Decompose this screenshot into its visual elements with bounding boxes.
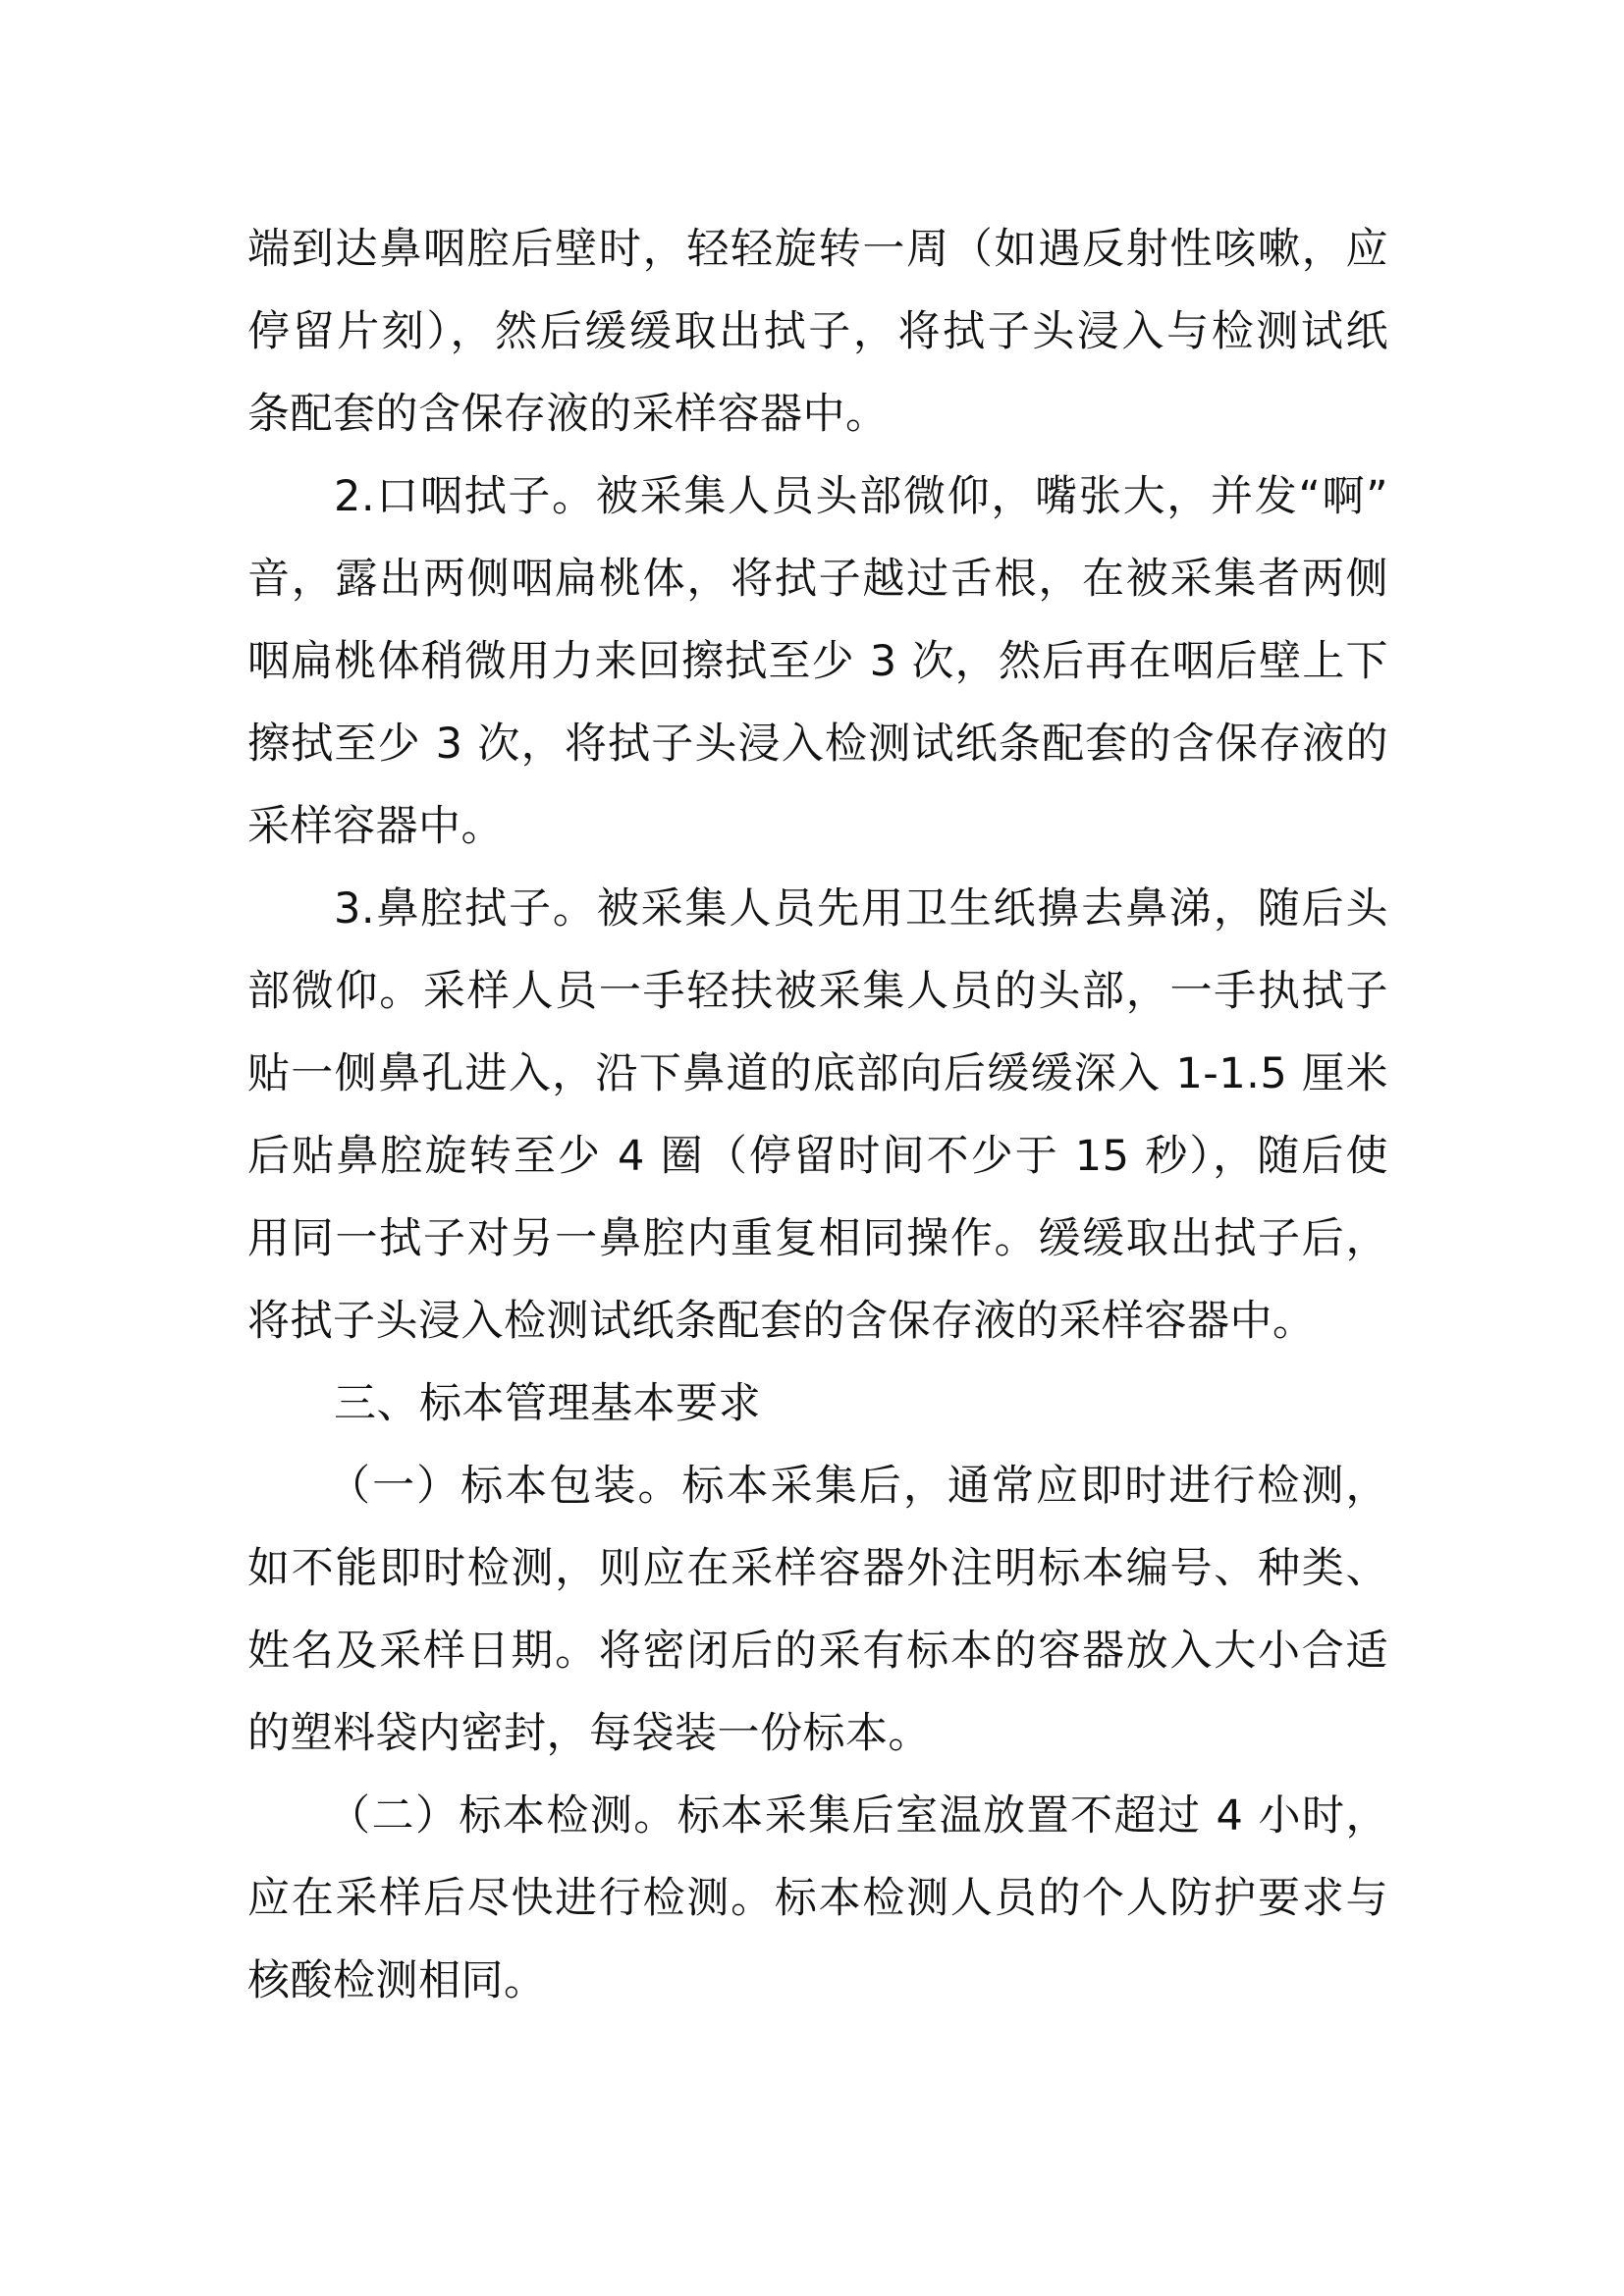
paragraph	[247, 455, 1388, 868]
text-line: 条配套的含保存液的采样容器中。	[247, 390, 889, 439]
text-line: 2.口咽拭子。被采集人员头部微仰，嘴张大，并发“啊”	[334, 472, 1388, 521]
text-line: 擦拭至少 3 次，将拭子头浸入检测试纸条配套的含保存液的	[247, 720, 1388, 769]
text-line: （二）标本检测。标本采集后室温放置不超过 4 小时，	[328, 1791, 1388, 1841]
text-line: 停留片刻），然后缓缓取出拭子，将拭子头浸入与检测试纸	[247, 307, 1388, 356]
text-line: 后贴鼻腔旋转至少 4 圈（停留时间不少于 15 秒），随后使	[247, 1132, 1388, 1181]
text-line: 3.鼻腔拭子。被采集人员先用卫生纸擤去鼻涕，随后头	[334, 884, 1388, 934]
text-line: 核酸检测相同。	[247, 1956, 547, 2005]
paragraph	[247, 1775, 1388, 2022]
section-heading	[247, 1362, 1388, 1445]
paragraph	[247, 868, 1388, 1362]
paragraph	[247, 208, 1388, 455]
text-line: 用同一拭子对另一鼻腔内重复相同操作。缓缓取出拭子后，	[247, 1214, 1388, 1263]
document-body	[247, 208, 1388, 2022]
text-line: 贴一侧鼻孔进入，沿下鼻道的底部向后缓缓深入 1-1.5 厘米	[247, 1049, 1388, 1098]
text-line: 应在采样后尽快进行检测。标本检测人员的个人防护要求与	[247, 1874, 1388, 1923]
text-line: 将拭子头浸入检测试纸条配套的含保存液的采样容器中。	[247, 1297, 1316, 1346]
text-line: 端到达鼻咽腔后壁时，轻轻旋转一周（如遇反射性咳嗽，应	[247, 225, 1388, 274]
text-line: 的塑料袋内密封，每袋装一份标本。	[247, 1709, 931, 1758]
text-line: （一）标本包装。标本采集后，通常应即时进行检测，	[328, 1462, 1388, 1511]
text-line: 咽扁桃体稍微用力来回擦拭至少 3 次，然后再在咽后壁上下	[247, 637, 1388, 686]
text-line: 如不能即时检测，则应在采样容器外注明标本编号、种类、	[247, 1544, 1388, 1593]
text-line: 音，露出两侧咽扁桃体，将拭子越过舌根，在被采集者两侧	[247, 555, 1388, 604]
text-line: 部微仰。采样人员一手轻扶被采集人员的头部，一手执拭子	[247, 967, 1388, 1016]
text-line: 采样容器中。	[247, 802, 504, 851]
text-line: 姓名及采样日期。将密闭后的采有标本的容器放入大小合适	[247, 1627, 1388, 1676]
section-heading-text: 三、标本管理基本要求	[334, 1379, 761, 1428]
paragraph	[247, 1445, 1388, 1775]
